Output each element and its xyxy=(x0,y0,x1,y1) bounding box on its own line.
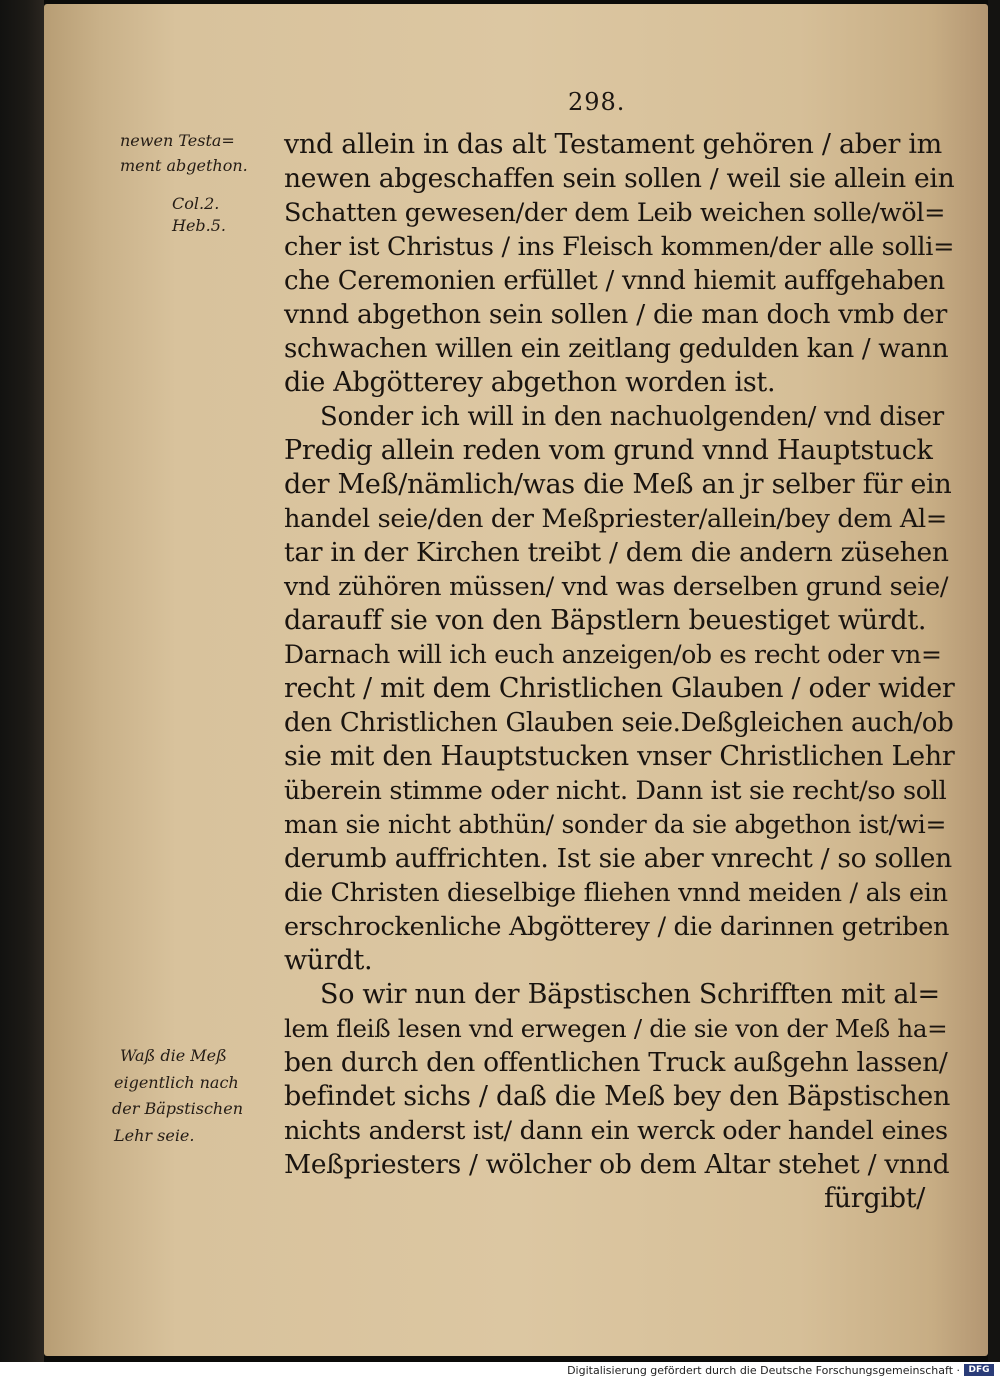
text-line: den Christlichen Glauben seie.Deßgleichen auch/ob xyxy=(284,708,954,738)
text-line: überein stimme oder nicht. Dann ist sie recht/so soll xyxy=(284,776,947,806)
text-line: man sie nicht abthün/ sonder da sie abgethon ist/wi= xyxy=(284,810,947,839)
text-line: recht / mit dem Christlichen Glauben / oder wider xyxy=(284,673,955,704)
text-line: sie mit den Hauptstucken vnser Christlichen Lehr xyxy=(284,741,955,772)
text-line: Schatten gewesen/der dem Leib weichen solle/wöl= xyxy=(284,198,946,228)
text-line: tar in der Kirchen treibt / dem die andern züsehen xyxy=(284,537,949,568)
text-line: vnd zühören müssen/ vnd was derselben grund seie/ xyxy=(284,572,949,602)
text-line: cher ist Christus / ins Fleisch kommen/der alle solli= xyxy=(284,232,955,262)
text-line: der Meß/nämlich/was die Meß an jr selber für ein xyxy=(284,469,952,500)
margin-note-line: newen Testa= xyxy=(120,131,235,150)
text-line: vnnd abgethon sein sollen / die man doch vmb der xyxy=(284,299,947,330)
margin-note-line: Heb.5. xyxy=(172,216,227,235)
text-line: derumb auffrichten. Ist sie aber vnrecht / so sollen xyxy=(284,843,952,874)
text-line: vnd allein in das alt Testament gehören / aber im xyxy=(284,129,942,160)
text-line: die Christen dieselbige fliehen vnnd meiden / als ein xyxy=(284,878,948,908)
margin-note-line: ment abgethon. xyxy=(120,156,248,175)
dfg-logo: DFG xyxy=(964,1364,994,1376)
text-line: ben durch den offentlichen Truck außgehn lassen/ xyxy=(284,1047,948,1078)
text-line: lem fleiß lesen vnd erwegen / die sie von der Meß ha= xyxy=(284,1014,948,1043)
text-line: handel seie/den der Meßpriester/allein/bey dem Al= xyxy=(284,504,947,534)
text-line: Sonder ich will in den nachuolgenden/ vnd diser xyxy=(320,402,944,432)
margin-note-line: Waß die Meß xyxy=(120,1046,227,1065)
catchword: fürgibt/ xyxy=(824,1183,926,1214)
text-line: che Ceremonien erfüllet / vnnd hiemit auffgehaben xyxy=(284,266,945,296)
text-line: würdt. xyxy=(284,945,373,976)
text-line: erschrockenliche Abgötterey / die darinnen getriben xyxy=(284,912,950,942)
text-line: newen abgeschaffen sein sollen / weil sie allein ein xyxy=(284,163,955,194)
text-line: nichts anderst ist/ dann ein werck oder handel eines xyxy=(284,1116,948,1146)
text-line: So wir nun der Bäpstischen Schrifften mit al= xyxy=(320,979,940,1010)
margin-note-line: der Bäpstischen xyxy=(112,1099,243,1118)
text-line: befindet sichs / daß die Meß bey den Bäpstischen xyxy=(284,1081,951,1112)
page-number: 298. xyxy=(568,88,626,116)
text-line: Darnach will ich euch anzeigen/ob es recht oder vn= xyxy=(284,640,942,669)
margin-note-line: Col.2. xyxy=(172,194,220,213)
text-line: darauff sie von den Bäpstlern beuestiget würdt. xyxy=(284,605,927,636)
text-line: Meßpriesters / wölcher ob dem Altar stehet / vnnd xyxy=(284,1149,950,1180)
text-line: die Abgötterey abgethon worden ist. xyxy=(284,367,776,398)
footer-credit: Digitalisierung gefördert durch die Deutsche Forschungsgemeinschaft · xyxy=(567,1364,960,1377)
right-dark-border xyxy=(988,0,1000,1362)
margin-note-line: eigentlich nach xyxy=(114,1073,239,1092)
text-line: schwachen willen ein zeitlang gedulden kan / wann xyxy=(284,334,949,364)
margin-note-line: Lehr seie. xyxy=(114,1126,195,1145)
text-line: Predig allein reden vom grund vnnd Hauptstuck xyxy=(284,435,933,466)
left-dark-border xyxy=(0,0,44,1362)
